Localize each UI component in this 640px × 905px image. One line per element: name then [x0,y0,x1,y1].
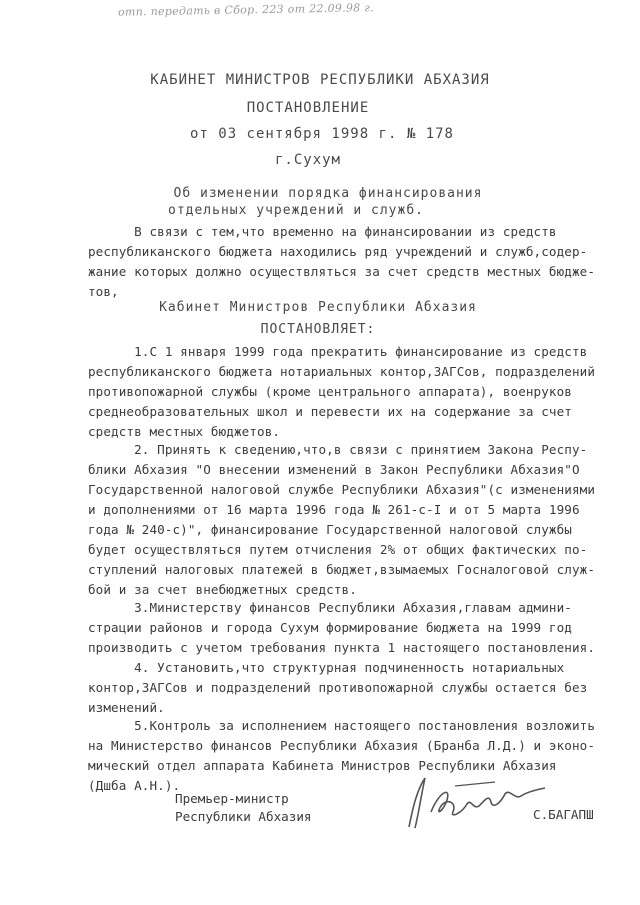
date-number: от 03 сентября 1998 г. № 178 [189,126,454,142]
handwritten-note: отп. передать в Сбор. 223 от 22.09.98 г. [117,1,375,19]
city: г.Сухум [274,152,341,168]
paragraph-2: 2. Принять к сведению,что,в связи с принятием Закона Респу- блики Абхазия "О внесении изменений в Закон Республики Абхазия"О Государственной налоговой службе Республики Абхазия"(с изменениями и дополнениями от 16 марта 1996 года № 261-с-I и от 5 марта 1996 года № 240-с)", финансирование Государственной налоговой службы будет осуществляться путем отчисления 2% от общих фактических по- ступлений налоговых платежей в бюджет,взымаемых Госналоговой служ- бой и за счет внебюджетных средств. [88,442,596,597]
title-line-2: отдельных учреждений и служб. [168,203,424,218]
paragraph-4: 4. Установить,что структурная подчиненность нотариальных контор,ЗАГСов и подразделений противопожарной службы остается без изменений. [88,660,588,715]
paragraph-3: 3.Министерству финансов Республики Абхазия,главам админи- страции районов и города Сухум формирование бюджета на 1999 год производить с учетом требования пункта 1 настоящего постановления. [88,600,596,655]
signatory-name: С.БАГАПШ [533,807,594,822]
decree-by: Кабинет Министров Республики Абхазия [159,300,477,315]
cabinet-heading: КАБИНЕТ МИНИСТРОВ РЕСПУБЛИКИ АБХАЗИЯ [150,72,490,88]
paragraph-5: 5.Контроль за исполнением настоящего постановления возложить на Министерство финансов Республики Абхазия (Бранба Л.Д.) и эконо- мический отдел аппарата Кабинета Министров Республики Абхазия (Дшба А.Н.). [88,718,596,793]
preamble: В связи с тем,что временно на финансировании из средств республиканского бюджета находились ряд учреждений и служб,содер- жание которых должно осуществляться за счет средств местных бюдже- тов, [88,224,596,299]
title-line-1: Об изменении порядка финансирования [173,186,483,201]
document-type: ПОСТАНОВЛЕНИЕ [246,100,370,116]
signatory-position: Премьер-министр Республики Абхазия [175,791,312,824]
decree-word: ПОСТАНОВЛЯЕТ: [260,322,376,337]
paragraph-1: 1.С 1 января 1999 года прекратить финансирование из средств республиканского бюджета нотариальных контор,ЗАГСов, подразделений противопожарной службы (кроме центрального аппарата), военруков среднеобразовательных школ и перевести их на содержание за счет средств местных бюджетов. [88,344,596,439]
handwritten-signature [395,772,555,832]
